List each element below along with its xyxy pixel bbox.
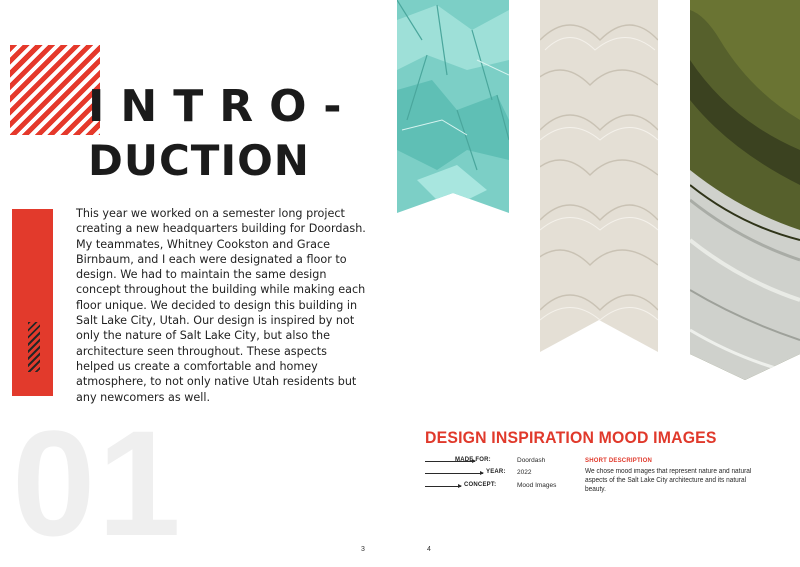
meta-value: Mood Images	[517, 482, 557, 489]
page-title-line2: DUCTION	[88, 136, 310, 185]
hatch-accent-graphic	[28, 322, 40, 372]
section-title: DESIGN INSPIRATION MOOD IMAGES	[425, 428, 717, 447]
page-number-right: 4	[427, 546, 431, 553]
arrow-icon	[425, 473, 483, 474]
striped-square-graphic	[10, 45, 100, 135]
intro-paragraph: This year we worked on a semester long project creating a new headquarters building for Doordash. My teammates, Whitney Cookston and Grace Birnbaum, and I each were designated a floor to design. We had to maintain the same design concept throughout the building while making each floor unique. We decided to design this building in Salt Lake City, Utah. Our design is inspired by not only the nature of Salt Lake City, but also the architecture seen throughout. These aspects helped us create a comfortable and homey atmosphere, to not only native Utah residents but any newcomers as well.	[76, 207, 366, 404]
mood-image-green-stone	[690, 0, 800, 385]
short-description: We chose mood images that represent nature and natural aspects of the Salt Lake City architecture and its natural beauty.	[585, 468, 752, 493]
meta-value: Doordash	[517, 457, 546, 464]
section-number: 01	[12, 399, 183, 567]
meta-value: 2022	[517, 469, 532, 476]
meta-row-concept	[425, 482, 555, 492]
meta-label: YEAR:	[486, 469, 506, 475]
mood-image-teal-glass	[397, 0, 509, 215]
arrow-icon	[425, 486, 461, 487]
meta-label: MADE FOR:	[455, 457, 491, 463]
short-description-heading: SHORT DESCRIPTION	[585, 458, 653, 464]
mood-image-plaster	[540, 0, 658, 355]
meta-row-made-for	[425, 457, 555, 467]
meta-label: CONCEPT:	[464, 482, 497, 488]
page-number-left: 3	[361, 546, 365, 553]
meta-row-year	[425, 469, 555, 479]
page-title-line1: INTRO-	[88, 81, 358, 132]
